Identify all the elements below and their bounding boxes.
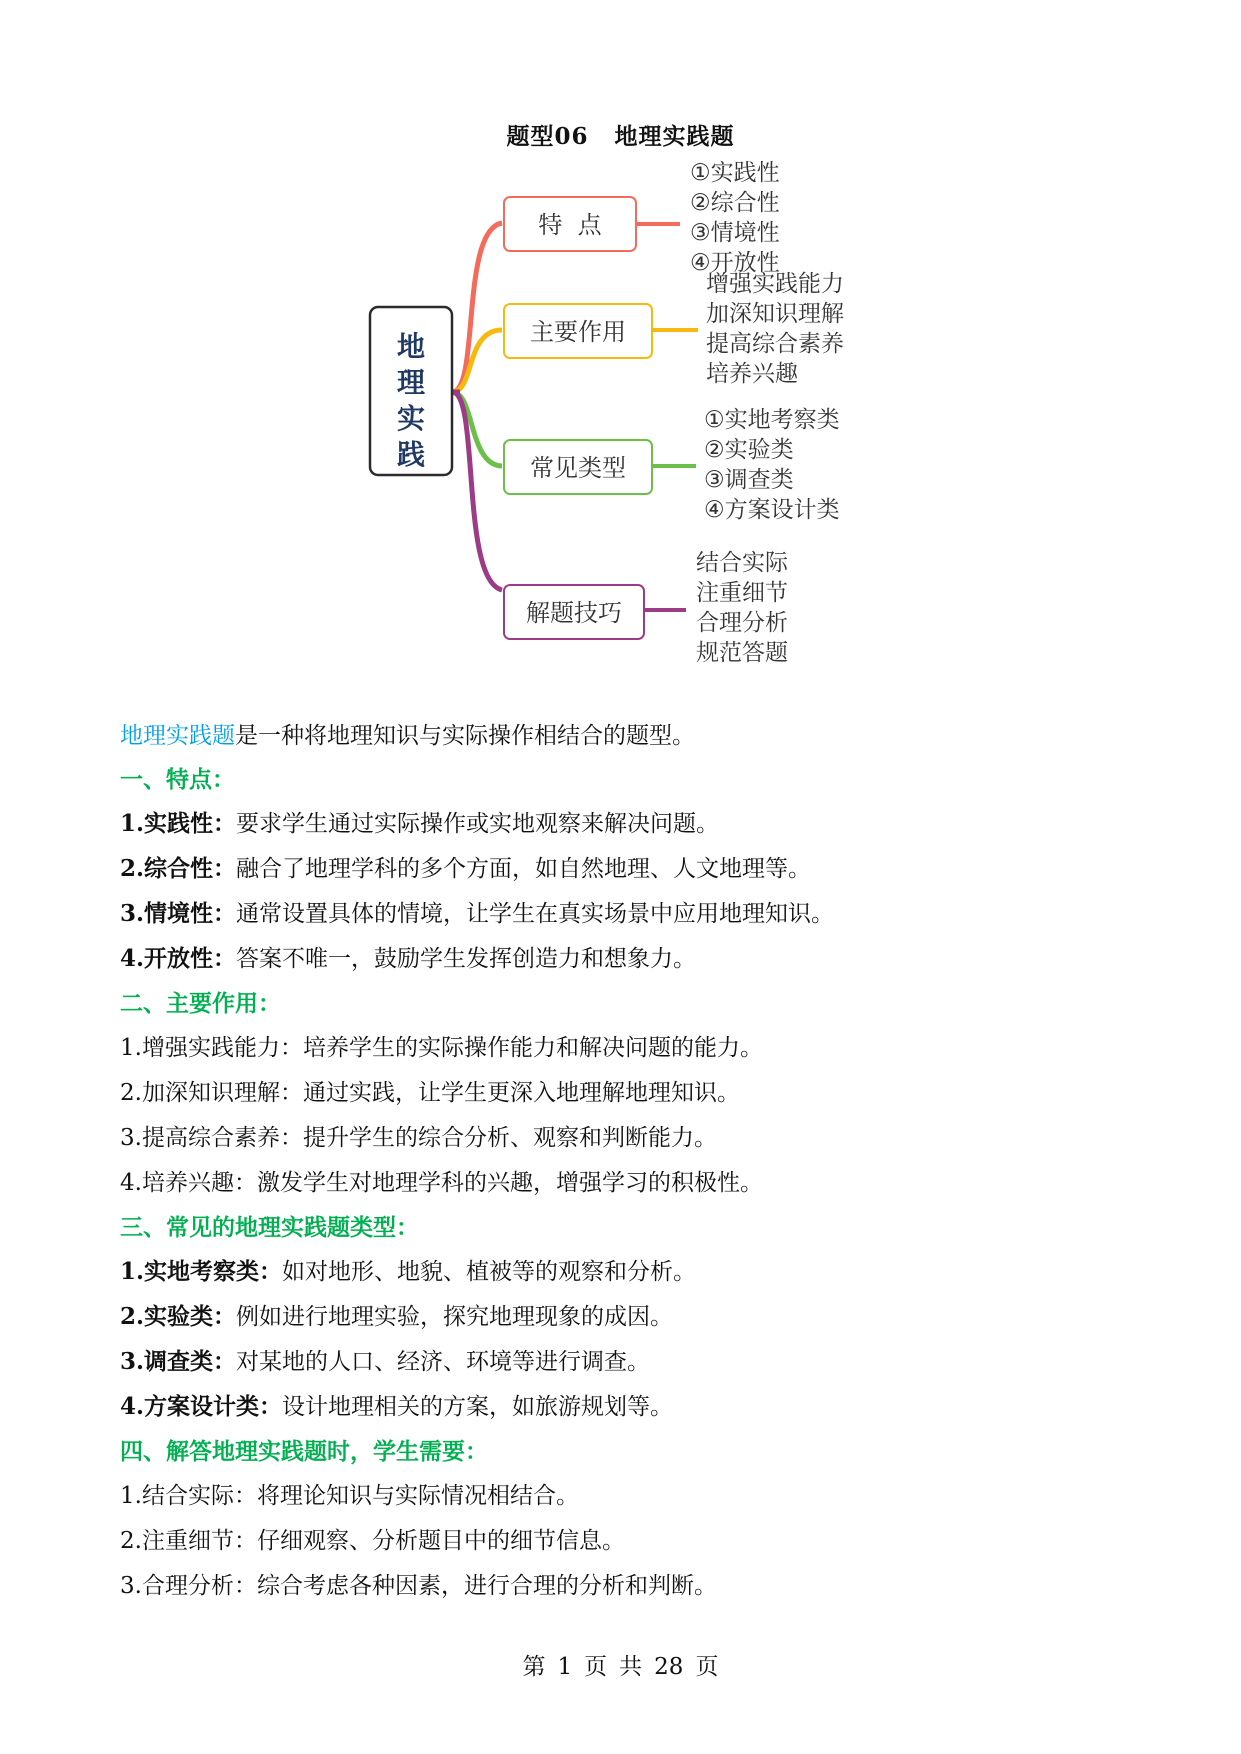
s2-item-1: 1.增强实践能力：培养学生的实际操作能力和解决问题的能力。	[120, 1035, 763, 1061]
s3-item-2	[120, 1301, 1140, 1333]
page-footer	[0, 1648, 1241, 1681]
connector-4	[452, 392, 502, 590]
s4-item-2: 2.注重细节：仔细观察、分析题目中的细节信息。	[120, 1528, 625, 1554]
s2-item-3: 3.提高综合素养：提升学生的综合分析、观察和判断能力。	[120, 1125, 717, 1151]
intro-term: 地理实践题	[120, 723, 235, 749]
title-part1: 题型06	[506, 123, 589, 150]
branch4-item-4: 规范答题	[696, 640, 788, 666]
s1-term-2: 2.综合性：	[120, 855, 237, 882]
section1-heading: 一、特点：	[120, 766, 235, 793]
branch4-item-3: 合理分析	[696, 610, 788, 636]
s1-text-4: 答案不唯一，鼓励学生发挥创造力和想象力。	[236, 946, 697, 972]
branch2-item-4: 培养兴趣	[706, 361, 798, 387]
s3-term-3: 3.调查类：	[120, 1348, 237, 1375]
section3-heading: 三、常见的地理实践题类型：	[120, 1214, 419, 1241]
connector-1	[452, 223, 502, 392]
branch-label-4: 解题技巧	[526, 599, 622, 627]
center-char-2: 理	[396, 366, 426, 399]
s2-item-4: 4.培养兴趣：激发学生对地理学科的兴趣，增强学习的积极性。	[120, 1170, 763, 1196]
s4-item-3: 3.合理分析：综合考虑各种因素，进行合理的分析和判断。	[120, 1573, 717, 1599]
branch4-item-1: 结合实际	[696, 550, 788, 576]
branch-label-1: 特 点	[538, 211, 602, 239]
s3-term-4: 4.方案设计类：	[120, 1393, 283, 1420]
s1-item-1	[120, 808, 1140, 840]
center-char-3: 实	[396, 402, 426, 435]
footer-word-4: 页	[695, 1654, 719, 1680]
branch1-item-4: ④开放性	[690, 250, 780, 276]
s1-item-3	[120, 898, 1140, 930]
s3-text-1: 如对地形、地貌、植被等的观察和分析。	[282, 1259, 697, 1285]
s1-term-1: 1.实践性：	[120, 810, 237, 837]
title-part2: 地理实践题	[614, 123, 735, 150]
section2-heading: 二、主要作用：	[120, 990, 281, 1017]
intro-paragraph	[120, 720, 1140, 752]
s3-item-3	[120, 1346, 1140, 1378]
s1-term-4: 4.开放性：	[120, 945, 237, 972]
branch3-item-3: ③调查类	[704, 467, 794, 493]
branch1-item-1: ①实践性	[690, 160, 780, 186]
center-char-4: 践	[396, 438, 426, 471]
branch3-item-1: ①实地考察类	[704, 407, 840, 433]
center-char-1: 地	[396, 330, 426, 363]
branch4-item-2: 注重细节	[696, 580, 788, 606]
s1-item-4	[120, 943, 1140, 975]
s3-item-1	[120, 1256, 1140, 1288]
branch-label-2: 主要作用	[530, 318, 626, 346]
s2-item-2: 2.加深知识理解：通过实践，让学生更深入地理解地理知识。	[120, 1080, 740, 1106]
footer-word-2: 页	[584, 1654, 608, 1680]
branch3-item-2: ②实验类	[704, 437, 794, 463]
s1-text-1: 要求学生通过实际操作或实地观察来解决问题。	[236, 811, 720, 837]
s3-text-2: 例如进行地理实验，探究地理现象的成因。	[236, 1304, 674, 1330]
s3-term-1: 1.实地考察类：	[120, 1258, 283, 1285]
mind-map	[360, 160, 880, 700]
branch1-item-3: ③情境性	[690, 220, 780, 246]
s3-text-3: 对某地的人口、经济、环境等进行调查。	[236, 1349, 651, 1375]
intro-text: 是一种将地理知识与实际操作相结合的题型。	[235, 723, 695, 749]
s1-term-3: 3.情境性：	[120, 900, 237, 927]
page-title	[0, 118, 1241, 151]
s1-text-3: 通常设置具体的情境，让学生在真实场景中应用地理知识。	[236, 901, 835, 927]
branch-label-3: 常见类型	[530, 454, 626, 482]
section4-heading: 四、解答地理实践题时，学生需要：	[120, 1438, 488, 1465]
s1-text-2: 融合了地理学科的多个方面，如自然地理、人文地理等。	[236, 856, 812, 882]
s3-text-4: 设计地理相关的方案，如旅游规划等。	[282, 1394, 674, 1420]
branch2-item-3: 提高综合素养	[706, 331, 844, 357]
branch2-item-1: 增强实践能力	[706, 271, 844, 297]
branch2-item-2: 加深知识理解	[706, 301, 844, 327]
branch3-item-4: ④方案设计类	[704, 497, 840, 523]
footer-word-1: 第	[522, 1654, 546, 1680]
footer-total-pages: 28	[654, 1654, 684, 1680]
footer-word-3: 共	[619, 1654, 643, 1680]
s4-item-1: 1.结合实际：将理论知识与实际情况相结合。	[120, 1483, 579, 1509]
branch1-item-2: ②综合性	[690, 190, 780, 216]
s1-item-2	[120, 853, 1140, 885]
s3-item-4	[120, 1391, 1140, 1423]
footer-page-number: 1	[557, 1654, 573, 1680]
s3-term-2: 2.实验类：	[120, 1303, 237, 1330]
